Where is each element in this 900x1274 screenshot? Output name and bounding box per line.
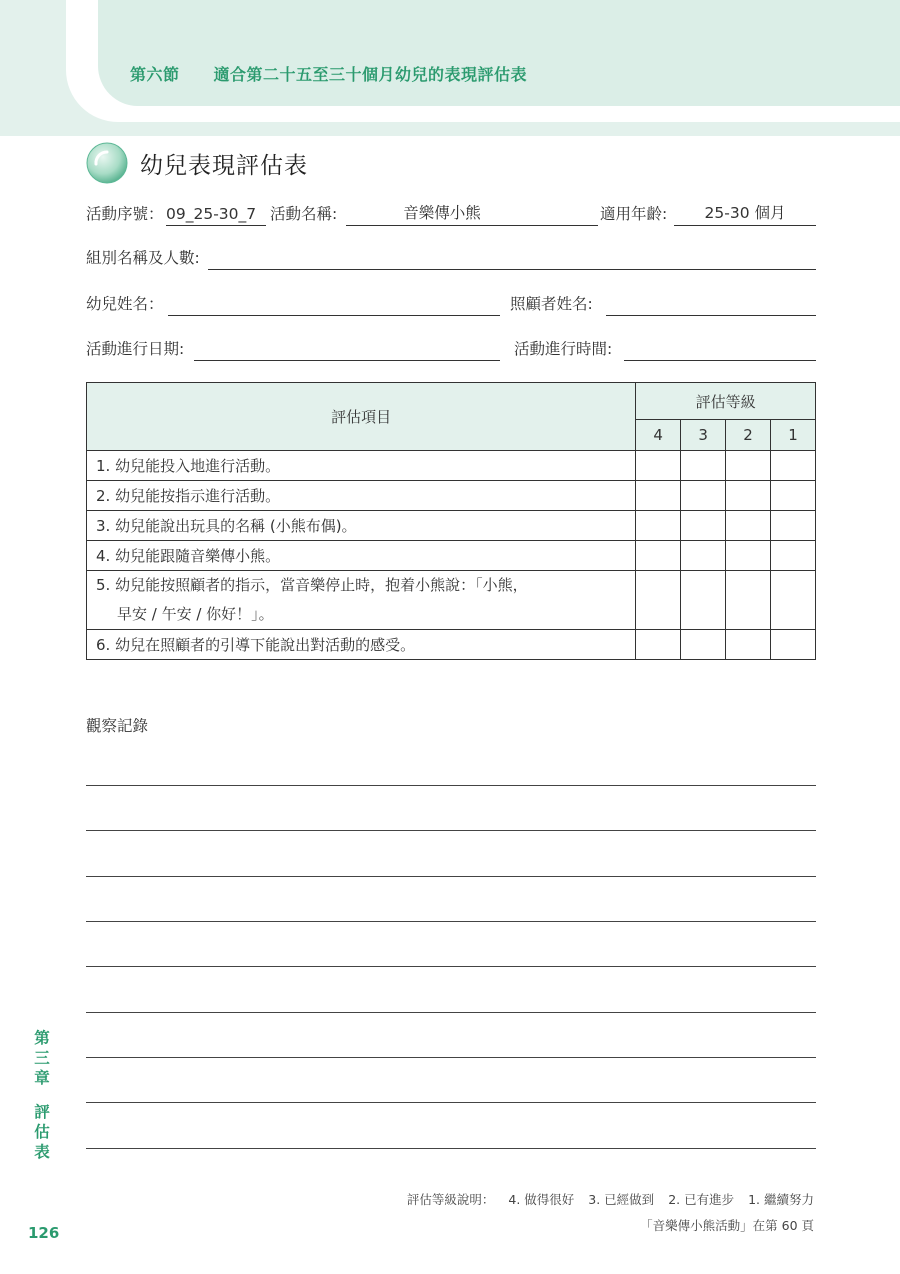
form-title <box>86 142 308 184</box>
bubble-icon <box>86 142 128 184</box>
grade-2-header: 2 <box>726 420 771 451</box>
section-number: 第六節 <box>130 65 180 84</box>
grade-4-header: 4 <box>636 420 681 451</box>
legend-label: 評估等級說明： <box>406 1192 495 1207</box>
time-label: 活動進行時間: <box>514 340 613 358</box>
observation-line[interactable] <box>86 966 816 967</box>
grade-cell-4[interactable] <box>636 541 681 571</box>
observation-line[interactable] <box>86 830 816 831</box>
grade-header: 評估等級 <box>636 383 816 420</box>
table-row <box>87 541 816 571</box>
chapter-char: 三 <box>34 1049 50 1067</box>
grade-cell-1[interactable] <box>771 571 816 630</box>
date-field[interactable] <box>194 336 500 361</box>
page-number: 126 <box>28 1224 60 1242</box>
section-heading <box>130 62 527 85</box>
item-text: 1. 幼兒能投入地進行活動。 <box>87 451 636 481</box>
activity-name-field[interactable] <box>346 201 598 226</box>
grade-cell-2[interactable] <box>726 630 771 660</box>
grade-cell-3[interactable] <box>681 481 726 511</box>
caregiver-label: 照顧者姓名: <box>510 295 593 313</box>
item-text: 2. 幼兒能按指示進行活動。 <box>87 481 636 511</box>
child-name-label: 幼兒姓名： <box>86 295 164 313</box>
observation-line[interactable] <box>86 1012 816 1013</box>
item-header: 評估項目 <box>87 383 636 451</box>
grade-cell-2[interactable] <box>726 571 771 630</box>
item-text <box>87 571 636 630</box>
activity-name-value: 音樂傳小熊 <box>403 204 481 222</box>
grade-cell-1[interactable] <box>771 481 816 511</box>
table-header-row <box>87 383 816 420</box>
item-text-line1: 5. 幼兒能按照顧者的指示，當音樂停止時，抱着小熊說：「小熊， <box>96 576 528 594</box>
grade-cell-2[interactable] <box>726 541 771 571</box>
group-label: 組別名稱及人數: <box>86 249 200 267</box>
grade-cell-4[interactable] <box>636 451 681 481</box>
form-row-group <box>86 244 816 270</box>
grade-cell-1[interactable] <box>771 451 816 481</box>
item-text-line2: 早安 / 午安 / 你好！」。 <box>117 605 274 623</box>
item-text: 4. 幼兒能跟隨音樂傳小熊。 <box>87 541 636 571</box>
age-field[interactable] <box>674 201 816 226</box>
section-title: 適合第二十五至三十個月幼兒的表現評估表 <box>213 65 528 84</box>
grade-legend <box>403 1190 814 1208</box>
page-title: 幼兒表現評估表 <box>140 152 308 179</box>
legend-grade-1: 1. 繼續努力 <box>748 1192 814 1207</box>
grade-cell-2[interactable] <box>726 451 771 481</box>
age-value: 25-30 個月 <box>704 204 786 222</box>
chapter-char: 章 <box>34 1069 50 1087</box>
grade-cell-4[interactable] <box>636 571 681 630</box>
form-row-activity <box>86 200 816 226</box>
grade-cell-4[interactable] <box>636 481 681 511</box>
form-row-datetime <box>86 335 816 361</box>
grade-cell-1[interactable] <box>771 511 816 541</box>
chapter-char: 評 <box>34 1103 50 1121</box>
table-row <box>87 571 816 630</box>
grade-cell-3[interactable] <box>681 511 726 541</box>
time-field[interactable] <box>624 336 816 361</box>
grade-cell-1[interactable] <box>771 630 816 660</box>
grade-cell-3[interactable] <box>681 541 726 571</box>
chapter-side-label <box>30 1028 54 1162</box>
grade-3-header: 3 <box>681 420 726 451</box>
grade-cell-3[interactable] <box>681 571 726 630</box>
grade-cell-4[interactable] <box>636 630 681 660</box>
legend-grade-3: 3. 已經做到 <box>588 1192 655 1207</box>
date-label: 活動進行日期: <box>86 340 185 358</box>
observation-line[interactable] <box>86 1057 816 1058</box>
item-text: 6. 幼兒在照顧者的引導下能說出對活動的感受。 <box>87 630 636 660</box>
form-row-names <box>86 290 816 316</box>
activity-reference: 「音樂傳小熊活動」在第 60 頁 <box>640 1218 814 1233</box>
table-row <box>87 511 816 541</box>
caregiver-name-field[interactable] <box>606 291 816 316</box>
activity-name-label: 活動名稱: <box>270 205 338 223</box>
chapter-char: 第 <box>34 1029 50 1047</box>
age-label: 適用年齡: <box>600 205 668 223</box>
observation-line[interactable] <box>86 876 816 877</box>
activity-no-label: 活動序號： <box>86 205 164 223</box>
grade-cell-4[interactable] <box>636 511 681 541</box>
observation-line[interactable] <box>86 921 816 922</box>
activity-no-value: 09_25-30_7 <box>166 205 257 223</box>
grade-cell-3[interactable] <box>681 451 726 481</box>
observation-label: 觀察記錄 <box>86 717 149 735</box>
grade-cell-2[interactable] <box>726 481 771 511</box>
grade-cell-2[interactable] <box>726 511 771 541</box>
grade-cell-1[interactable] <box>771 541 816 571</box>
chapter-char: 估 <box>34 1123 50 1141</box>
observation-line[interactable] <box>86 1102 816 1103</box>
evaluation-table <box>86 382 816 660</box>
grade-1-header: 1 <box>771 420 816 451</box>
header-tab <box>98 0 900 106</box>
table-row <box>87 630 816 660</box>
group-field[interactable] <box>208 245 816 270</box>
legend-grade-2: 2. 已有進步 <box>668 1192 735 1207</box>
table-row <box>87 481 816 511</box>
grade-cell-3[interactable] <box>681 630 726 660</box>
legend-grade-4: 4. 做得很好 <box>508 1192 575 1207</box>
chapter-char: 表 <box>34 1143 50 1161</box>
item-text: 3. 幼兒能說出玩具的名稱 (小熊布偶)。 <box>87 511 636 541</box>
activity-no-field[interactable] <box>166 201 266 226</box>
observation-line[interactable] <box>86 785 816 786</box>
child-name-field[interactable] <box>168 291 500 316</box>
observation-line[interactable] <box>86 1148 816 1149</box>
table-row <box>87 451 816 481</box>
